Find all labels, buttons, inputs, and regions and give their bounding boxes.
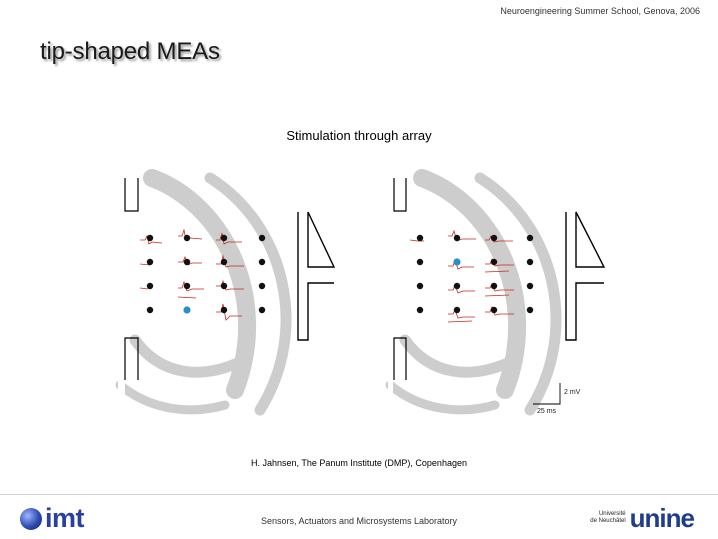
unine-logo (590, 505, 694, 531)
electrode (417, 259, 423, 265)
electrode (259, 235, 265, 241)
scale-bar-time: 25 ms (537, 408, 557, 415)
electrode (147, 235, 153, 241)
footer-lab-name: Sensors, Actuators and Microsystems Laboratory (260, 516, 458, 526)
slide-title: tip-shaped MEAs (40, 38, 220, 65)
unine-caption-line: Université (598, 511, 626, 517)
electrode (491, 259, 497, 265)
electrode (417, 307, 423, 313)
stimulating-electrode (453, 258, 460, 265)
right-pipette-top (394, 178, 406, 211)
stimulating-electrode (183, 306, 190, 313)
left-panel (118, 178, 334, 412)
right-tissue (390, 178, 556, 410)
electrode (147, 259, 153, 265)
electrode (259, 259, 265, 265)
electrode (221, 235, 227, 241)
electrode (491, 283, 497, 289)
electrode (147, 307, 153, 313)
electrode (454, 235, 460, 241)
electrode (527, 307, 533, 313)
electrode (184, 235, 190, 241)
electrode (221, 307, 227, 313)
right-panel (388, 178, 604, 412)
header-note: Neuroengineering Summer School, Genova, 2006 (500, 6, 700, 16)
imt-logo-text: imt (45, 503, 84, 533)
electrode (184, 259, 190, 265)
electrode (491, 235, 497, 241)
left-electrode-holder (298, 212, 334, 340)
figure-credit: H. Jahnsen, The Panum Institute (DMP), Copenhagen (251, 458, 467, 468)
electrode (527, 283, 533, 289)
electrode (491, 307, 497, 313)
electrode (184, 283, 190, 289)
electrode (259, 283, 265, 289)
unine-logo-text: unine (629, 503, 694, 533)
left-tissue (120, 178, 286, 410)
electrode (417, 235, 423, 241)
scale-bar-voltage: 2 mV (564, 389, 581, 396)
electrode (527, 259, 533, 265)
slide-subtitle: Stimulation through array (286, 128, 432, 143)
electrode (147, 283, 153, 289)
footer-divider (0, 494, 718, 495)
electrode (221, 283, 227, 289)
electrode (259, 307, 265, 313)
electrode (454, 283, 460, 289)
unine-logo-caption (590, 511, 625, 525)
electrode (221, 259, 227, 265)
unine-caption-line: de Neuchâtel (590, 518, 626, 524)
right-electrode-holder (566, 212, 604, 340)
electrode (527, 235, 533, 241)
electrode (454, 307, 460, 313)
electrode (417, 283, 423, 289)
left-pipette-top (125, 178, 138, 211)
